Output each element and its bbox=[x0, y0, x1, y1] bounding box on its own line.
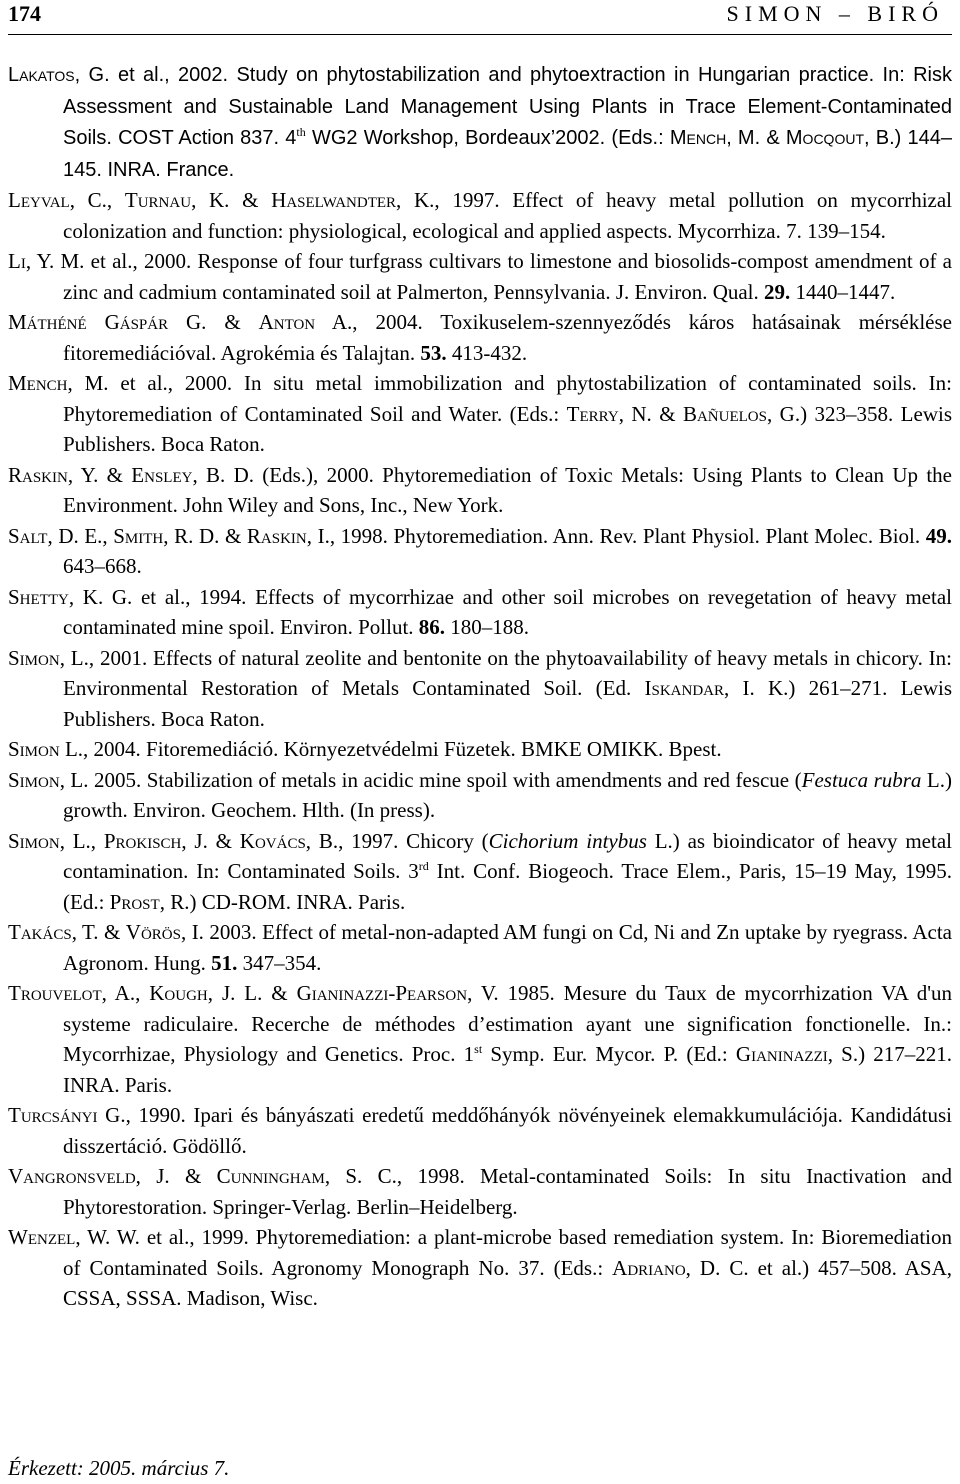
reference-text: , B. D. (Eds.), 2000. Phytoremediation of Toxic Metals: Using Plants to Clean Up the Environment. John Wiley and Sons, Inc., New York. bbox=[63, 462, 952, 517]
reference-entry bbox=[8, 917, 952, 978]
reference-text: st bbox=[474, 1042, 483, 1056]
reference-text: , B., 1997. Chicory ( bbox=[305, 828, 489, 853]
reference-text: , Y. M. et al., 2000. Response of four turfgrass cultivars to limestone and biosolids-compost amendment of a zinc and cadmium contaminated soil at Palmerton, Pennsylvania. J. Environ. Qual. bbox=[25, 249, 952, 304]
reference-text: , N. & bbox=[618, 401, 683, 426]
reference-text: A., 2004. Toxikuselem-szennyeződés káros hatásainak mérséklése fitoremediációval. Agrokémia és Talajtan. bbox=[63, 310, 952, 365]
author-name: Máthéné Gáspár bbox=[8, 310, 169, 334]
reference-entry bbox=[8, 1100, 952, 1161]
reference-text: , A., bbox=[101, 981, 150, 1005]
reference-text: G., 1990. Ipari és bányászati eredetű meddőhányók növényeinek elemakkumulációja. Kandidátusi disszertáció. Gödöllő. bbox=[63, 1103, 952, 1158]
reference-entry bbox=[8, 1161, 952, 1222]
reference-text: , G. et al., 2002. Study on phytostabilization and phytoextraction in Hungarian practice. In: Risk Assessment and Sustainable Land Management Using Plants in Trace Element-Contaminated Soils. COST Action 837. 4 bbox=[63, 64, 952, 149]
author-name: Leyval bbox=[8, 188, 70, 212]
volume-number: 49. bbox=[925, 523, 952, 548]
reference-entry bbox=[8, 1222, 952, 1314]
reference-entry bbox=[8, 59, 952, 185]
author-name: Kough bbox=[149, 981, 208, 1005]
reference-text: , B.) 144–145. INRA. France. bbox=[63, 127, 952, 181]
reference-entry bbox=[8, 368, 952, 460]
author-name: Gianinazzi bbox=[735, 1042, 828, 1066]
reference-text: , I. K.) 261–271. Lewis Publishers. Boca Raton. bbox=[63, 676, 952, 731]
author-name: Prost bbox=[109, 889, 160, 914]
reference-text: , I. 2003. Effect of metal-non-adapted AM fungi on Cd, Ni and Zn uptake by ryegrass. Acta Agronom. Hung. bbox=[63, 920, 952, 975]
author-name: Iskandar bbox=[644, 676, 725, 700]
received-date: Érkezett: 2005. március 7. bbox=[8, 1456, 230, 1480]
reference-text: Int. Conf. Biogeoch. Trace Elem., Paris, 15–19 May, 1995. (Ed.: bbox=[63, 859, 952, 914]
reference-text: , K. G. et al., 1994. Effects of mycorrhizae and other soil microbes on revegetation of heavy metal contaminated mine spoil. Environ. Pollut. bbox=[63, 584, 952, 639]
reference-text: , J. & bbox=[181, 828, 240, 853]
reference-text: , L., bbox=[59, 828, 104, 853]
reference-text: , I., 1998. Phytoremediation. Ann. Rev. Plant Physiol. Plant Molec. Biol. bbox=[306, 523, 926, 548]
reference-entry bbox=[8, 826, 952, 918]
reference-text: , C., bbox=[69, 188, 125, 212]
reference-text: , K. & bbox=[191, 188, 272, 212]
author-name: Trouvelot bbox=[8, 981, 102, 1005]
reference-text: , R. D. & bbox=[163, 523, 247, 548]
volume-number: 86. bbox=[418, 615, 446, 639]
author-name: Simon bbox=[8, 828, 60, 853]
reference-text: th bbox=[296, 125, 306, 139]
author-name: Simon bbox=[8, 645, 60, 670]
reference-text: , L. 2005. Stabilization of metals in acidic mine spoil with amendments and red fescue ( bbox=[59, 767, 802, 792]
reference-entry bbox=[8, 521, 952, 582]
reference-text: , M. & bbox=[726, 127, 786, 149]
reference-text: , L., 2001. Effects of natural zeolite and bentonite on the phytoavailability of heavy metals in chicory. In: Environmental Restoration of Metals Contaminated Soil. (Ed. bbox=[59, 645, 952, 700]
author-name: Takács bbox=[8, 920, 72, 944]
species-name: Cichorium intybus bbox=[488, 828, 647, 853]
author-name: Li bbox=[8, 249, 26, 273]
volume-number: 51. bbox=[211, 950, 238, 975]
author-name: Simon bbox=[8, 737, 60, 761]
reference-text: rd bbox=[418, 859, 429, 873]
reference-entry bbox=[8, 460, 952, 521]
reference-text: 413-432. bbox=[446, 340, 528, 365]
reference-text: 347–354. bbox=[237, 950, 322, 975]
page-number: 174 bbox=[8, 1, 41, 26]
running-head: SIMON – BIRÓ bbox=[726, 1, 944, 26]
author-name: Kovács bbox=[239, 828, 306, 853]
author-name: Haselwandter bbox=[271, 188, 397, 212]
author-name: Turcsányi bbox=[8, 1103, 98, 1127]
author-name: Smith bbox=[113, 523, 164, 548]
author-name: Salt bbox=[8, 523, 48, 548]
author-name: Mench bbox=[669, 127, 727, 149]
reference-text: Symp. Eur. Mycor. P. (Ed.: bbox=[482, 1042, 736, 1066]
volume-number: 29. bbox=[764, 279, 791, 304]
reference-list bbox=[8, 59, 952, 1314]
reference-text: G. & bbox=[168, 310, 259, 334]
volume-number: 53. bbox=[420, 340, 447, 365]
reference-text: L.) growth. Environ. Geochem. Hlth. (In press). bbox=[63, 767, 952, 822]
reference-text: , J. L. & bbox=[207, 981, 297, 1005]
reference-text: , M. et al., 2000. In situ metal immobilization and phytostabilization of contaminated soils. In: Phytoremediation of Contaminated Soil and Water. (Eds.: bbox=[63, 371, 952, 426]
author-name: Raskin bbox=[246, 523, 307, 548]
author-name: Prokisch bbox=[103, 828, 182, 853]
reference-entry bbox=[8, 582, 952, 643]
reference-text: , D. C. et al.) 457–508. ASA, CSSA, SSSA. Madison, Wisc. bbox=[63, 1255, 952, 1310]
author-name: Ensley bbox=[131, 462, 193, 487]
reference-text: , R.) CD-ROM. INRA. Paris. bbox=[159, 889, 406, 914]
reference-text: 643–668. bbox=[63, 554, 142, 578]
reference-text: , S.) 217–221. INRA. Paris. bbox=[63, 1042, 952, 1097]
reference-text: , J. & bbox=[135, 1164, 217, 1188]
author-name: Gianinazzi-Pearson bbox=[296, 981, 468, 1005]
author-name: Lakatos bbox=[8, 64, 75, 86]
reference-text: 1440–1447. bbox=[790, 279, 896, 304]
reference-text: , S. C., 1998. Metal-contaminated Soils: In situ Inactivation and Phytorestoration. Springer-Verlag. Berlin–Heidelberg. bbox=[63, 1164, 952, 1219]
reference-text: , T. & bbox=[71, 920, 126, 944]
author-name: Raskin bbox=[8, 462, 68, 487]
species-name: Festuca rubra bbox=[801, 767, 922, 792]
reference-text: , K., 1997. Effect of heavy metal pollution on mycorrhizal colonization and function: physiological, ecological and applied aspects. Mycorrhiza. 7. 139–154. bbox=[63, 188, 953, 243]
reference-text: , G.) 323–358. Lewis Publishers. Boca Raton. bbox=[63, 401, 952, 456]
author-name: Vörös bbox=[125, 920, 181, 944]
author-name: Cunningham bbox=[216, 1164, 325, 1188]
author-name: Turnau bbox=[124, 188, 192, 212]
reference-entry bbox=[8, 246, 952, 307]
author-name: Adriano bbox=[612, 1255, 686, 1280]
page-header bbox=[8, 0, 952, 35]
reference-text: L.) as bioindicator of heavy metal contamination. In: Contaminated Soils. 3 bbox=[63, 828, 952, 883]
reference-entry bbox=[8, 765, 952, 826]
reference-text: L., 2004. Fitoremediáció. Környezetvédelmi Füzetek. BMKE OMIKK. Bpest. bbox=[59, 737, 722, 761]
reference-text: 180–188. bbox=[445, 615, 530, 639]
author-name: Vangronsveld bbox=[8, 1164, 136, 1188]
author-name: Simon bbox=[8, 767, 60, 792]
author-name: Wenzel bbox=[8, 1225, 76, 1249]
reference-text: , V. 1985. Mesure du Taux de mycorrhization VA d'un systeme radiculaire. Recerche de méthodes d’estimation ayant une signification fonctionelle. In.: Mycorrhizae, Physiology and Genetics. Proc. 1 bbox=[63, 981, 952, 1066]
reference-entry bbox=[8, 307, 952, 368]
author-name: Shetty bbox=[8, 584, 69, 609]
reference-text: , Y. & bbox=[67, 462, 132, 487]
author-name: Terry bbox=[566, 401, 619, 426]
reference-entry bbox=[8, 978, 952, 1100]
author-name: Mocqout bbox=[785, 127, 864, 149]
reference-text: WG2 Workshop, Bordeaux’2002. (Eds.: bbox=[305, 127, 670, 149]
reference-text: , W. W. et al., 1999. Phytoremediation: a plant-microbe based remediation system. In: Bioremediation of Contaminated Soils. Agronomy Monograph No. 37. (Eds.: bbox=[63, 1225, 952, 1280]
reference-entry bbox=[8, 734, 952, 765]
author-name: Mench bbox=[8, 371, 68, 395]
reference-entry bbox=[8, 643, 952, 735]
author-name: Anton bbox=[258, 310, 316, 334]
reference-entry bbox=[8, 185, 952, 246]
author-name: Bañuelos bbox=[682, 401, 767, 426]
reference-text: , D. E., bbox=[47, 523, 114, 548]
